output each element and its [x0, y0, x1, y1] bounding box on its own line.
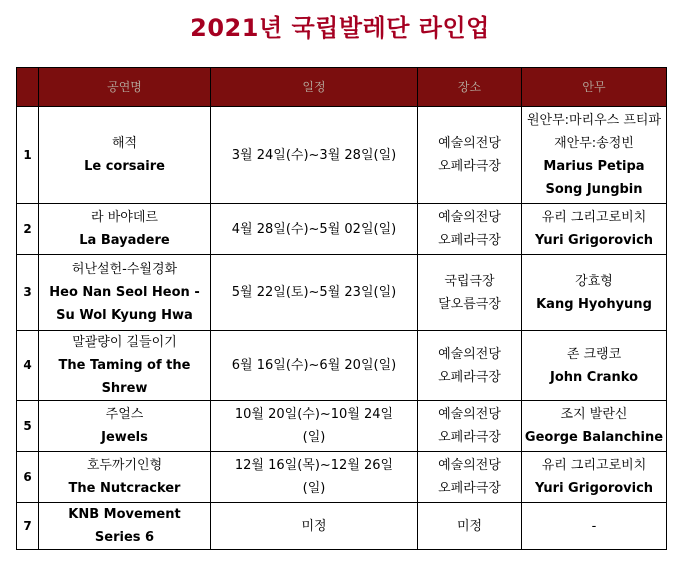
venue-cell — [418, 255, 522, 331]
venue-cell — [418, 401, 522, 452]
performance-cell — [39, 503, 211, 550]
performance-cell — [39, 107, 211, 204]
choreo-name-ko: 유리 그리고로비치 — [541, 210, 647, 225]
schedule-line: 10월 20일(수)~10월 24일 — [234, 407, 394, 422]
choreo-name-ko: 조지 발란신 — [560, 407, 628, 422]
choreo-name-en: Yuri Grigorovich — [534, 481, 654, 496]
header-title: 공연명 — [39, 68, 211, 107]
row-number: 7 — [17, 503, 39, 550]
row-number: 5 — [17, 401, 39, 452]
performance-cell — [39, 331, 211, 401]
performance-name-en: Jewels — [101, 430, 148, 445]
row-number: 3 — [17, 255, 39, 331]
venue-line: 오페라극장 — [438, 369, 501, 385]
venue-line: 오페라극장 — [438, 481, 501, 496]
venue-line: 예술의전당 — [438, 210, 501, 225]
performance-name-ko: 말괄량이 길들이기 — [72, 335, 177, 350]
schedule-cell: 미정 — [211, 503, 418, 550]
choreo-name-ko: 존 크랭코 — [566, 346, 622, 362]
choreography-cell — [522, 107, 667, 204]
venue-line: 예술의전당 — [438, 458, 501, 473]
performance-name-ko: 호두까기인형 — [86, 458, 163, 473]
schedule-cell — [211, 452, 418, 503]
performance-name-en: Su Wol Kyung Hwa — [56, 308, 193, 323]
page-title: 2021년 국립발레단 라인업 — [190, 14, 490, 42]
venue-line: 오페라극장 — [438, 159, 501, 174]
performance-cell — [39, 452, 211, 503]
lineup-table — [16, 67, 667, 550]
header-num — [17, 68, 39, 107]
venue-line: 국립극장 — [444, 273, 495, 289]
row-number: 1 — [17, 107, 39, 204]
venue-line: 달오름극장 — [438, 296, 501, 312]
choreo-name-ko: 강효형 — [575, 273, 613, 289]
performance-name-en: La Bayadere — [79, 233, 170, 248]
choreography-cell — [522, 204, 667, 255]
venue-cell — [418, 107, 522, 204]
header-venue: 장소 — [418, 68, 522, 107]
performance-cell — [39, 255, 211, 331]
venue-line: 예술의전당 — [438, 346, 501, 362]
performance-name-en: Shrew — [101, 381, 148, 396]
performance-cell — [39, 401, 211, 452]
performance-name-en: The Taming of the — [58, 358, 191, 373]
venue-cell: 미정 — [418, 503, 522, 550]
choreo-line: 재안무:송정빈 — [554, 136, 634, 151]
table-row — [17, 331, 667, 401]
performance-name-en: KNB Movement — [68, 507, 181, 522]
header-row — [17, 68, 667, 107]
performance-name-en: The Nutcracker — [68, 481, 181, 496]
header-schedule: 일정 — [211, 68, 418, 107]
performance-name-en: Heo Nan Seol Heon - — [49, 285, 200, 300]
choreography-cell — [522, 331, 667, 401]
schedule-cell — [211, 401, 418, 452]
choreography-cell: - — [522, 503, 667, 550]
table-row — [17, 107, 667, 204]
venue-line: 오페라극장 — [438, 430, 501, 445]
venue-line: 예술의전당 — [438, 407, 501, 422]
venue-cell — [418, 204, 522, 255]
performance-name-ko: 라 바야데르 — [91, 210, 158, 225]
choreography-cell — [522, 452, 667, 503]
venue-cell — [418, 452, 522, 503]
schedule-line: 12월 16일(목)~12월 26일 — [234, 458, 394, 473]
row-number: 2 — [17, 204, 39, 255]
table-row — [17, 255, 667, 331]
row-number: 4 — [17, 331, 39, 401]
row-number: 6 — [17, 452, 39, 503]
choreo-name-en: George Balanchine — [524, 430, 664, 445]
venue-line: 예술의전당 — [438, 136, 501, 151]
choreography-cell — [522, 401, 667, 452]
performance-name-ko: 주얼스 — [105, 407, 144, 422]
table-row — [17, 503, 667, 550]
schedule-cell: 4월 28일(수)~5월 02일(일) — [211, 204, 418, 255]
schedule-cell: 6월 16일(수)~6월 20일(일) — [211, 331, 418, 401]
schedule-line: (일) — [302, 481, 326, 496]
schedule-cell: 3월 24일(수)~3월 28일(일) — [211, 107, 418, 204]
schedule-line: (일) — [302, 430, 326, 445]
table-row — [17, 401, 667, 452]
choreo-line: Song Jungbin — [545, 182, 643, 197]
choreo-line: Marius Petipa — [543, 159, 645, 174]
choreo-name-en: John Cranko — [549, 369, 638, 385]
performance-name-ko: 허난설헌-수월경화 — [71, 262, 178, 277]
choreo-name-ko: 유리 그리고로비치 — [541, 458, 647, 473]
choreography-cell — [522, 255, 667, 331]
table-row — [17, 204, 667, 255]
choreo-name-en: Kang Hyohyung — [536, 296, 652, 312]
header-choreography: 안무 — [522, 68, 667, 107]
venue-line: 오페라극장 — [438, 233, 501, 248]
performance-name-en: Series 6 — [94, 530, 155, 545]
performance-cell — [39, 204, 211, 255]
performance-name-en: Le corsaire — [84, 159, 165, 174]
choreo-name-en: Yuri Grigorovich — [534, 233, 654, 248]
schedule-cell: 5월 22일(토)~5월 23일(일) — [211, 255, 418, 331]
venue-cell — [418, 331, 522, 401]
choreo-line: 원안무:마리우스 프티파 — [526, 113, 662, 128]
performance-name-ko: 해적 — [111, 136, 138, 151]
table-row — [17, 452, 667, 503]
